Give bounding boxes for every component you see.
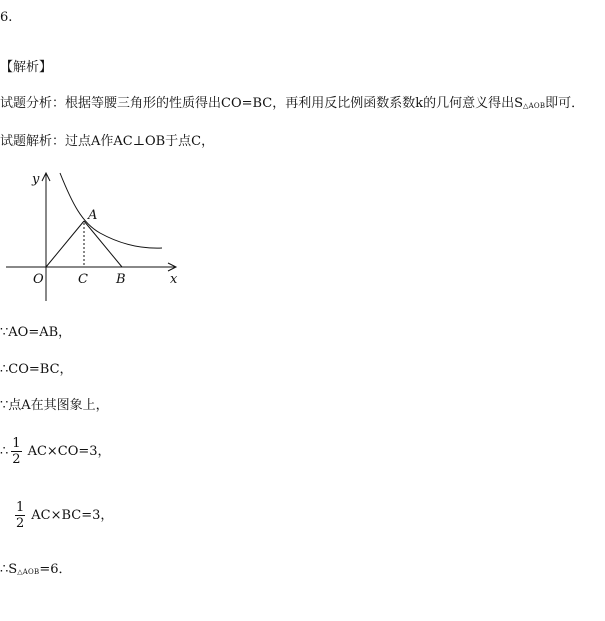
fraction-denominator: 2	[16, 516, 25, 531]
label-y: y	[32, 172, 40, 187]
fraction-one-half	[11, 436, 21, 467]
analysis-subscript: △AOB	[523, 102, 546, 110]
analysis-suffix: 即可．	[545, 96, 585, 111]
because-symbol: ∵	[0, 325, 8, 340]
fraction-one-half	[15, 500, 25, 531]
label-O: O	[33, 272, 44, 287]
step-therefore-3	[0, 562, 71, 580]
because-symbol: ∵	[0, 398, 8, 413]
step-text: =6．	[39, 562, 72, 577]
step-text: AO=AB，	[8, 325, 72, 340]
therefore-symbol: ∴	[0, 444, 8, 459]
segment-AB	[84, 221, 122, 267]
label-x: x	[170, 272, 178, 287]
fraction-numerator: 1	[12, 436, 21, 451]
solution-text: 过点A作AC⊥OB于点C，	[65, 134, 215, 149]
problem-number: 6.	[0, 10, 13, 25]
segment-OA	[46, 221, 84, 267]
therefore-symbol: ∴	[0, 562, 8, 577]
function-graph-figure	[0, 165, 190, 305]
step-text: 点A在其图象上，	[8, 398, 109, 413]
therefore-symbol: ∴	[0, 362, 8, 377]
hyperbola-curve	[60, 173, 162, 248]
solution-line	[0, 134, 214, 150]
label-C: C	[78, 272, 88, 287]
step-therefore-1	[0, 362, 73, 378]
label-B: B	[116, 272, 126, 287]
fraction-denominator: 2	[12, 452, 21, 467]
step-5	[0, 500, 113, 532]
step-because-2	[0, 398, 109, 414]
step-text: CO=BC，	[8, 362, 73, 377]
analysis-line	[0, 96, 584, 114]
analysis-text: 根据等腰三角形的性质得出CO=BC，再利用反比例函数系数k的几何意义得出S	[65, 96, 524, 111]
area-symbol: S	[8, 562, 18, 577]
fraction-numerator: 1	[16, 500, 25, 515]
analysis-prefix: 试题分析：	[0, 96, 66, 111]
step-text: AC×CO=3，	[27, 444, 111, 459]
step-therefore-2	[0, 436, 111, 468]
step-text: AC×BC=3，	[31, 508, 114, 523]
solution-prefix: 试题解析：	[0, 134, 66, 149]
area-subscript: △AOB	[17, 568, 40, 576]
step-because-1	[0, 325, 71, 341]
label-A: A	[88, 208, 98, 223]
section-title: 【解析】	[0, 60, 53, 75]
